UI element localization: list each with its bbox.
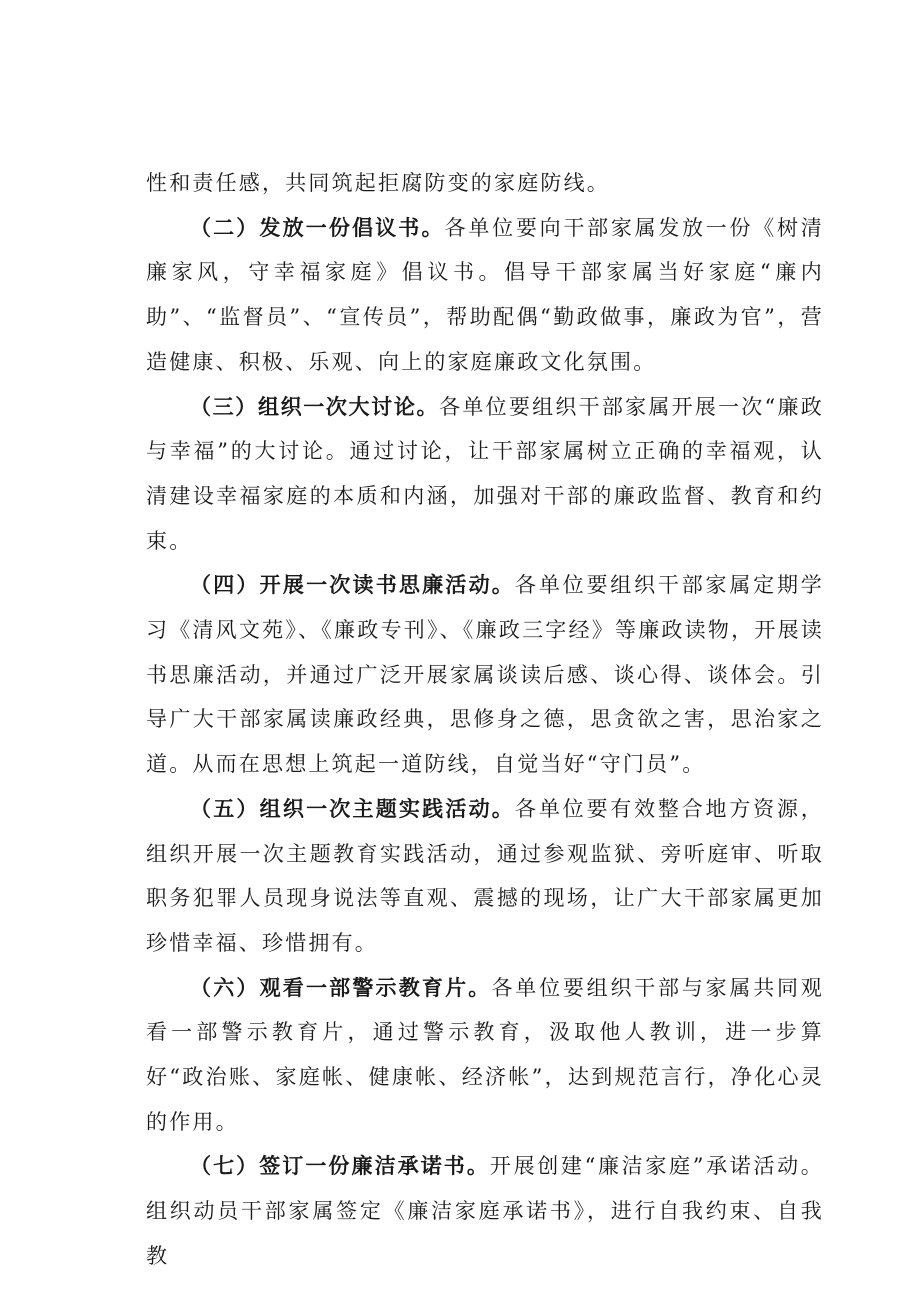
paragraph-item-6	[146, 966, 824, 1145]
item-heading: （四）开展一次读书思廉活动。	[190, 573, 516, 598]
paragraph-text: 各单位要有效整合地方资源，组织开展一次主题教育实践活动，通过参观监狱、旁听庭审、听取职务犯罪人员现身说法等直观、震撼的现场，让广大干部家属更加珍惜幸福、珍惜拥有。	[146, 796, 824, 955]
paragraph-continuation	[146, 161, 824, 206]
paragraph-text: 各单位要组织干部家属定期学习《清风文苑》、《廉政专刊》、《廉政三字经》等廉政读物，开展读书思廉活动，并通过广泛开展家属谈读后感、谈心得、谈体会。引导广大干部家属读廉政经典，思修身之德，思贪欲之害，思治家之道。从而在思想上筑起一道防线，自觉当好“守门员”。	[146, 573, 824, 777]
paragraph-item-2	[146, 206, 824, 385]
paragraph-text: 各单位要组织干部家属开展一次“廉政与幸福”的大讨论。通过讨论，让干部家属树立正确的幸福观，认清建设幸福家庭的本质和内涵，加强对干部的廉政监督、教育和约束。	[146, 394, 824, 553]
item-heading: （六）观看一部警示教育片。	[190, 975, 492, 1000]
paragraph-text: 开展创建“廉洁家庭”承诺活动。组织动员干部家属签定《廉洁家庭承诺书》，进行自我约束、自我教	[146, 1154, 824, 1268]
paragraph-item-4	[146, 563, 824, 787]
paragraph-text: 各单位要组织干部与家属共同观看一部警示教育片，通过警示教育，汲取他人教训，进一步算好“政治账、家庭帐、健康帐、经济帐”，达到规范言行，净化心灵的作用。	[146, 975, 824, 1134]
paragraph-item-7	[146, 1144, 824, 1278]
paragraph-text: 性和责任感，共同筑起拒腐防变的家庭防线。	[146, 171, 610, 195]
paragraph-item-5	[146, 787, 824, 966]
item-heading: （五）组织一次主题实践活动。	[190, 796, 516, 821]
item-heading: （七）签订一份廉洁承诺书。	[190, 1154, 490, 1179]
paragraph-item-3	[146, 385, 824, 564]
item-heading: （三）组织一次大讨论。	[190, 394, 440, 419]
paragraph-text: 各单位要向干部家属发放一份《树清廉家风，守幸福家庭》倡议书。倡导干部家属当好家庭“廉内助”、“监督员”、“宣传员”，帮助配偶“勤政做事，廉政为官”，营造健康、积极、乐观、向上的家庭廉政文化氛围。	[146, 215, 824, 374]
document-body	[146, 161, 824, 1279]
item-heading: （二）发放一份倡议书。	[190, 215, 445, 240]
